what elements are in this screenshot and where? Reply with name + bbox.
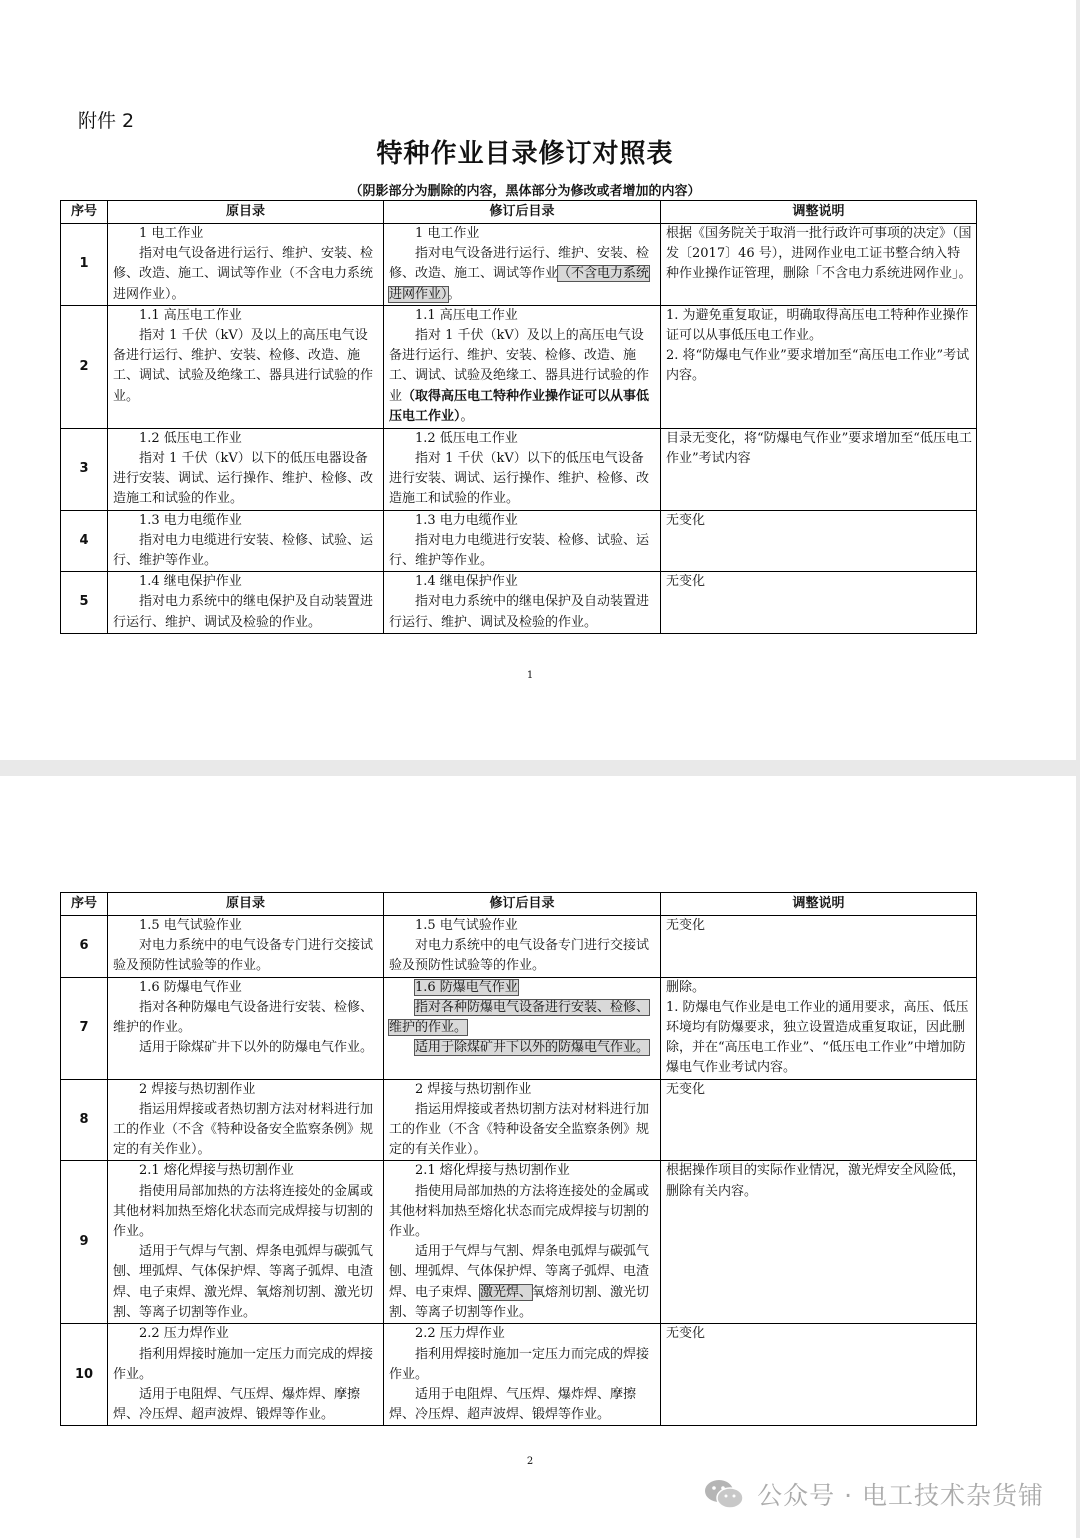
- original-cell: 1.1 高压电工作业 指对 1 千伏（kV）及以上的高压电气设备进行运行、维护、安装、检修、改造、施工、调试、试验及绝缘工、器具进行试验的作业。: [108, 305, 384, 428]
- document-page-2: [0, 776, 1076, 1538]
- table-row: 6 1.5 电气试验作业 对电力系统中的电气设备专门进行交接试验及预防性试验等的作业。 1.5 电气试验作业 对电力系统中的电气设备专门进行交接试验及预防性试验等的作业。 无变化: [61, 916, 977, 978]
- wechat-icon: [703, 1477, 745, 1511]
- table-header-row: 序号 原目录 修订后目录 调整说明: [61, 893, 977, 916]
- revised-cell: 1.1 高压电工作业 指对 1 千伏（kV）及以上的高压电气设备进行运行、维护、安装、检修、改造、施工、调试、试验及绝缘工、器具进行试验的作业（取得高压电工特种作业操作证可以从事低压电工作业）。: [384, 305, 661, 428]
- deleted-text: 指对各种防爆电气设备进行安装、检修、维护的作业。: [389, 999, 650, 1036]
- document-title: 特种作业目录修订对照表: [376, 139, 674, 169]
- header-seq: 序号: [61, 201, 108, 224]
- row-seq: 1: [61, 224, 108, 306]
- table-row: 4 1.3 电力电缆作业 指对电力电缆进行安装、检修、试验、运行、维护等作业。 1.3 电力电缆作业 指对电力电缆进行安装、检修、试验、运行、维护等作业。 无变化: [61, 510, 977, 572]
- annex-label: 附件 2: [78, 110, 135, 132]
- document-subtitle: （阴影部分为删除的内容，黑体部分为修改或者增加的内容）: [349, 184, 701, 199]
- comparison-table-page-1: [60, 200, 977, 634]
- document-page-1: [0, 0, 1076, 760]
- deleted-text: 激光焊、: [480, 1284, 533, 1300]
- table-header-row: [61, 201, 977, 224]
- table-row: 3 1.2 低压电工作业 指对 1 千伏（kV）以下的低压电器设备进行安装、调试、运行操作、维护、检修、改造施工和试验的作业。 1.2 低压电工作业 指对 1 千伏（kV）以下的低压电气设备进行安装、调试、运行操作、维护、检修、改造施工和试验的作业。 目录无变化，将“防爆电气作业”要求增加至“低压电工作业”考试内容: [61, 428, 977, 510]
- original-desc: 指对电气设备进行运行、维护、安装、检修、改造、施工、调试等作业（不含电力系统进网作业）。: [113, 246, 374, 302]
- page-number: 1: [526, 670, 534, 681]
- comparison-table-page-2: [60, 892, 977, 1426]
- revised-cell: [384, 224, 661, 306]
- added-text: （取得高压电工特种作业操作证可以从事低压电工作业）: [389, 388, 650, 424]
- table-row: 10 2.2 压力焊作业 指利用焊接时施加一定压力而完成的焊接作业。 适用于电阻焊、气压焊、爆炸焊、摩擦焊、冷压焊、超声波焊、锻焊等作业。 2.2 压力焊作业 指利用焊接时施加一定压力而完成的焊接作业。 适用于电阻焊、气压焊、爆炸焊、摩擦焊、冷压焊、超声波焊、锻焊等作业。 无变化: [61, 1324, 977, 1426]
- original-title: 1 电工作业: [139, 226, 204, 241]
- row-seq: 2: [61, 305, 108, 428]
- page-number: 2: [526, 1456, 534, 1467]
- header-original: 原目录: [108, 201, 384, 224]
- notes-cell: 1. 为避免重复取证，明确取得高压电工特种作业操作证可以从事低压电工作业。 2. 将“防爆电气作业”要求增加至“高压电工作业”考试内容。: [661, 305, 977, 428]
- notes-cell: 根据《国务院关于取消一批行政许可事项的决定》（国发〔2017〕46 号），进网作业电工证书整合纳入特种作业操作证管理，删除「不含电力系统进网作业」。: [661, 224, 977, 306]
- table-row: [61, 305, 977, 428]
- revised-cell: [384, 977, 661, 1079]
- revised-title: 1 电工作业: [415, 226, 480, 241]
- revised-desc: 指对电气设备进行运行、维护、安装、检修、改造、施工、调试等作业（不含电力系统进网作业）。: [389, 246, 650, 302]
- table-row: 5 1.4 继电保护作业 指对电力系统中的继电保护及自动装置进行运行、维护、调试及检验的作业。 1.4 继电保护作业 指对电力系统中的继电保护及自动装置进行运行、维护、调试及检验的作业。 无变化: [61, 572, 977, 634]
- header-notes: 调整说明: [661, 201, 977, 224]
- table-row: 7 1.6 防爆电气作业 指对各种防爆电气设备进行安装、检修、维护的作业。 适用于除煤矿井下以外的防爆电气作业。 1.6 防爆电气作业 指对各种防爆电气设备进行安装、检修、维护的作业。 适用于除煤矿井下以外的防爆电气作业。 删除。 1. 防爆电气作业是电工作业的通用要求，高压、低压环境均有防爆要求，独立设置造成重复取证，因此删除，并在“高压电工作业”、“低压电工作业”中增加防爆电气作业考试内容。: [61, 977, 977, 1079]
- original-cell: [108, 224, 384, 306]
- header-revised: 修订后目录: [384, 201, 661, 224]
- table-row: 9 2.1 熔化焊接与热切割作业 指使用局部加热的方法将连接处的金属或其他材料加热至熔化状态而完成焊接与切割的作业。 适用于气焊与气割、焊条电弧焊与碳弧气刨、埋弧焊、气体保护焊、等离子弧焊、电渣焊、电子束焊、激光焊、氧熔剂切割、激光切割、等离子切割等作业。 2.1 熔化焊接与热切割作业 指使用局部加热的方法将连接处的金属或其他材料加热至熔化状态而完成焊接与切割的作业。 适用于气焊与气割、焊条电弧焊与碳弧气刨、埋弧焊、气体保护焊、等离子弧焊、电渣焊、电子束焊、激光焊、氧熔剂切割、激光切割、等离子切割等作业。 根据操作项目的实际作业情况，激光焊安全风险低，删除有关内容。: [61, 1161, 977, 1324]
- watermark-text: 公众号 · 电工技术杂货铺: [757, 1481, 1044, 1510]
- table-row: [61, 224, 977, 306]
- deleted-text: 适用于除煤矿井下以外的防爆电气作业。: [415, 1040, 650, 1056]
- deleted-text: （不含电力系统进网作业）: [389, 266, 650, 302]
- deleted-text: 1.6 防爆电气作业: [415, 979, 518, 995]
- watermark: [703, 1476, 1044, 1512]
- table-row: 8 2 焊接与热切割作业 指运用焊接或者热切割方法对材料进行加工的作业（不含《特种设备安全监察条例》规定的有关作业）。 2 焊接与热切割作业 指运用焊接或者热切割方法对材料进行加工的作业（不含《特种设备安全监察条例》规定的有关作业）。 无变化: [61, 1079, 977, 1161]
